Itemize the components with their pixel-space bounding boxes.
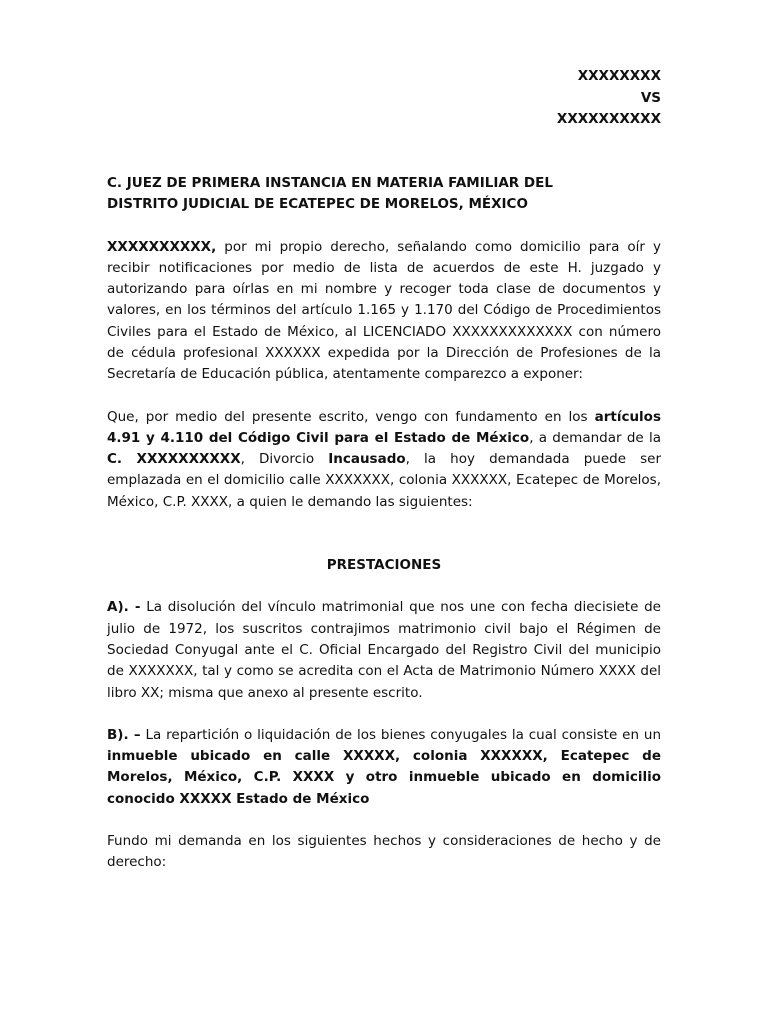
section-title: PRESTACIONES [326, 557, 442, 574]
intro-text: por mi propio derecho, señalando como domicilio para oír y recibir notificaciones por medio de lista de acuerdos de este H. juzgado y autorizando para oírlas en mi nombre y recoger toda clase de documentos y valores, en los términos del artículo 1.165 y 1.170 del Código de Procedimientos Civiles para el Estado de México, al LICENCIADO XXXXXXXXXXXXX con número de cédula profesional XXXXXX expedida por la Dirección de Profesiones de la Secretaría de Educación pública, atentamente comparezco a exponer: [107, 238, 661, 383]
defendant-name: XXXXXXXXXX [556, 111, 661, 127]
prestacion-b-property: inmueble ubicado en calle XXXXX, colonia XXXXXX, Ecatepec de Morelos, México, C.P. XXXX y otro inmueble ubicado en domicilio conocido XXXXX Estado de México [107, 748, 661, 807]
prestacion-a-label: A). - [107, 599, 141, 616]
plaintiff-name: XXXXXXXX [577, 68, 661, 84]
demand-divorce-type: Incausado [328, 451, 406, 468]
demand-paragraph [107, 407, 661, 513]
intro-name: XXXXXXXXXX, [107, 238, 217, 255]
demand-defendant: C. XXXXXXXXXX [107, 451, 241, 468]
prestacion-b-text: La repartición o liquidación de los bienes conyugales la cual consiste en un [140, 726, 661, 743]
prestacion-b-label: B). – [107, 726, 141, 743]
prestacion-a [107, 597, 661, 703]
demand-text-2: , a demandar de la [529, 429, 661, 446]
document-page [107, 66, 661, 874]
versus-label: VS [640, 89, 661, 106]
prestacion-a-text: La disolución del vínculo matrimonial que nos une con fecha diecisiete de julio de 1972, los suscritos contrajimos matrimonio civil bajo el Régimen de Sociedad Conyugal ante el C. Oficial Encargado del Registro Civil del municipio de XXXXXXX, tal y como se acredita con el Acta de Matrimonio Número XXXX del libro XX; misma que anexo al presente escrito. [107, 599, 661, 701]
demand-text-4: , la hoy demandada puede ser emplazada en el domicilio calle XXXXXXX, colonia XXXXXX, Ecatepec de Morelos, México, C.P. XXXX, a quien le demando las siguientes: [107, 451, 661, 510]
addressee-line-1: C. JUEZ DE PRIMERA INSTANCIA EN MATERIA FAMILIAR DEL [107, 174, 553, 191]
closing-paragraph: Fundo mi demanda en los siguientes hechos y consideraciones de hecho y de derecho: [107, 833, 661, 871]
addressee-line-2: DISTRITO JUDICIAL DE ECATEPEC DE MORELOS, MÉXICO [107, 196, 528, 212]
addressee-title [107, 173, 661, 216]
demand-text-1: Que, por medio del presente escrito, vengo con fundamento en los [107, 408, 595, 425]
demand-articles: artículos 4.91 y 4.110 del Código Civil para el Estado de México [107, 408, 661, 446]
case-header [107, 66, 661, 131]
demand-text-3: , Divorcio [240, 451, 329, 468]
prestacion-b [107, 725, 661, 810]
intro-paragraph [107, 237, 661, 386]
